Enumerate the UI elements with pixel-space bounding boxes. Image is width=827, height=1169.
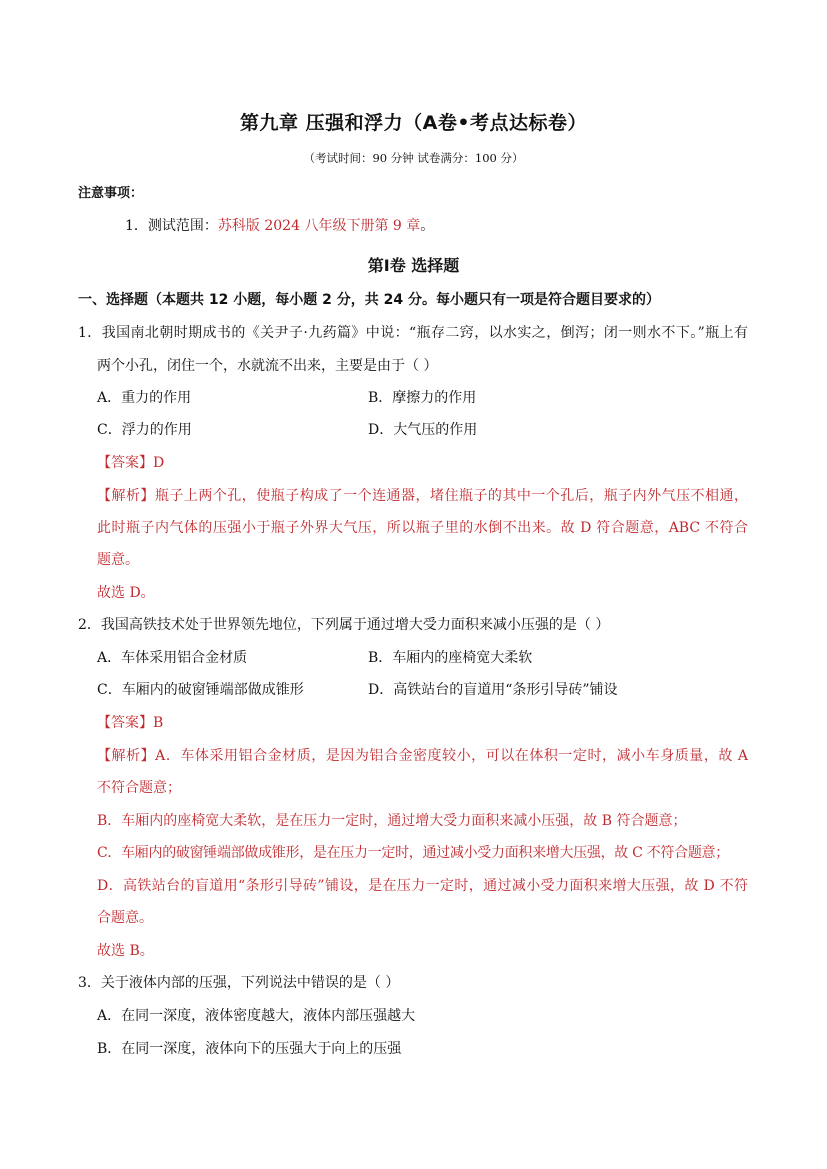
q2-option-a: A．车体采用铝合金材质: [97, 650, 248, 666]
q2-analysis-line-3: B．车厢内的座椅宽大柔软，是在压力一定时，通过增大受力面积来减小压强，故 B 符合题意；: [97, 813, 687, 829]
section-title: 第Ⅰ卷 选择题: [367, 256, 460, 275]
section-heading: 一、选择题（本题共 12 小题，每小题 2 分，共 24 分。每小题只有一项是符合题目要求的）: [78, 292, 660, 308]
notes-heading: 注意事项：: [78, 186, 144, 201]
q1-answer: [97, 453, 164, 473]
notes-item-1: [125, 216, 434, 236]
notes-item-1-prefix: 1．测试范围：: [125, 218, 218, 234]
q1-option-d: D．大气压的作用: [368, 422, 478, 438]
q2-analysis-label: 【解析】: [97, 748, 156, 764]
q1-option-c: C．浮力的作用: [97, 422, 192, 438]
q1-analysis-line-2: 此时瓶子内气体的压强小于瓶子外界大气压，所以瓶子里的水倒不出来。故 D 符合题意，ABC 不符合: [97, 520, 748, 536]
q1-analysis-label: 【解析】: [97, 488, 155, 504]
q1-analysis-line-3: 题意。: [97, 552, 139, 568]
q2-stem: 2．我国高铁技术处于世界领先地位，下列属于通过增大受力面积来减小压强的是（ ）: [78, 617, 610, 633]
q1-stem-line-2: 两个小孔，闭住一个，水就流不出来，主要是由于（ ）: [97, 358, 438, 374]
q1-answer-value: D: [153, 455, 165, 471]
q2-option-d: D．高铁站台的盲道用“条形引导砖”铺设: [368, 682, 618, 698]
q2-choice: 故选 B。: [97, 943, 154, 959]
q2-analysis-line-5: D．高铁站台的盲道用“条形引导砖”铺设，是在压力一定时，通过减小受力面积来增大压强，故 D 不符: [97, 878, 748, 894]
q2-answer-value: B: [153, 715, 164, 731]
page-title: 第九章 压强和浮力（A卷•考点达标卷）: [240, 112, 587, 134]
q2-analysis-text-1: A．车体采用铝合金材质，是因为铝合金密度较小，可以在体积一定时，减小车身质量，故 A: [155, 748, 749, 764]
exam-info: （考试时间：90 分钟 试卷满分：100 分）: [303, 151, 524, 165]
q2-analysis-line-4: C．车厢内的破窗锤端部做成锥形，是在压力一定时，通过减小受力面积来增大压强，故 C 不符合题意；: [97, 845, 729, 861]
q1-analysis-text-1: 瓶子上两个孔，使瓶子构成了一个连通器，堵住瓶子的其中一个孔后，瓶子内外气压不相通，: [154, 488, 749, 504]
q2-analysis-line-6: 合题意。: [97, 910, 153, 926]
q2-analysis-line-2: 不符合题意；: [97, 780, 181, 796]
q3-stem: 3．关于液体内部的压强，下列说法中错误的是（ ）: [78, 975, 400, 991]
q1-option-b: B．摩擦力的作用: [368, 390, 477, 406]
q2-answer: [97, 713, 163, 733]
q3-option-b: B．在同一深度，液体向下的压强大于向上的压强: [97, 1041, 402, 1057]
q2-option-b: B．车厢内的座椅宽大柔软: [368, 650, 533, 666]
q3-option-a: A．在同一深度，液体密度越大，液体内部压强越大: [97, 1008, 416, 1024]
q2-answer-label: 【答案】: [97, 715, 153, 731]
test-scope: 苏科版 2024 八年级下册第 9 章: [217, 218, 421, 234]
q1-answer-label: 【答案】: [97, 455, 153, 471]
q1-stem-line-1: 1．我国南北朝时期成书的《关尹子·九药篇》中说：“瓶存二窍，以水实之，倒泻；闭一则水不下。”瓶上有: [78, 325, 748, 341]
q1-option-a: A．重力的作用: [97, 390, 192, 406]
q2-option-c: C．车厢内的破窗锤端部做成锥形: [97, 682, 304, 698]
notes-item-1-suffix: 。: [420, 218, 435, 234]
q2-analysis-line-1: [97, 746, 748, 766]
q1-choice: 故选 D。: [97, 585, 155, 601]
q1-analysis-line-1: [97, 486, 748, 506]
